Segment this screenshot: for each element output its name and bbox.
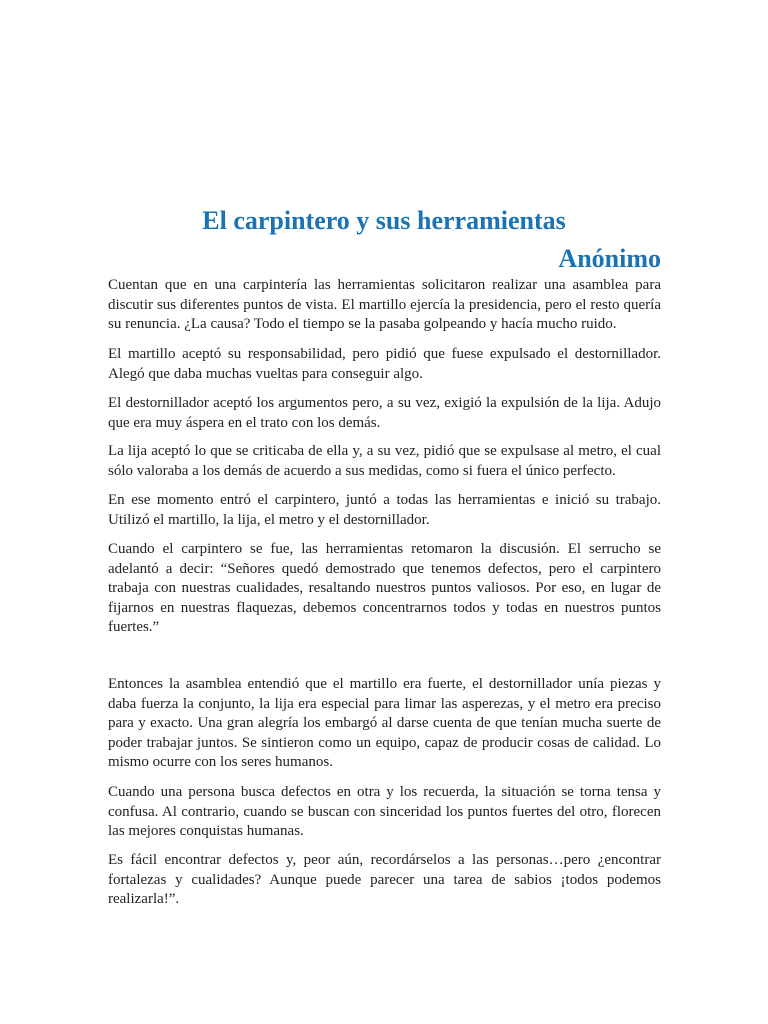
document-author: Anónimo [558, 244, 661, 273]
paragraph-4: La lija aceptó lo que se criticaba de ella y, a su vez, pidió que se expulsase al metro, el cual sólo valoraba a los demás de acuerdo a sus medidas, como si fuera el único perfecto. [108, 443, 661, 479]
paragraph-8: Cuando una persona busca defectos en otra y los recuerda, la situación se torna tensa y confusa. Al contrario, cuando se buscan con sinceridad los puntos fuertes del otro, florecen las mejores conquistas humanas. [108, 784, 661, 839]
paragraph-3: El destornillador aceptó los argumentos pero, a su vez, exigió la expulsión de la lija. Adujo que era muy áspera en el trato con los demás. [108, 395, 661, 431]
paragraph-2: El martillo aceptó su responsabilidad, pero pidió que fuese expulsado el destornillador. Alegó que daba muchas vueltas para conseguir algo. [108, 346, 661, 382]
document-title: El carpintero y sus herramientas [202, 206, 566, 235]
paragraph-5: En ese momento entró el carpintero, juntó a todas las herramientas e inició su trabajo. Utilizó el martillo, la lija, el metro y el destornillador. [108, 492, 661, 528]
paragraph-6: Cuando el carpintero se fue, las herramientas retomaron la discusión. El serrucho se adelantó a decir: “Señores quedó demostrado que tenemos defectos, pero el carpintero trabaja con nuestras cualidades, resaltando nuestros puntos valiosos. Por eso, en lugar de fijarnos en nuestras flaquezas, debemos concentrarnos todos y todas en nuestros puntos fuertes.” [108, 541, 661, 635]
paragraph-1: Cuentan que en una carpintería las herramientas solicitaron realizar una asamblea para discutir sus diferentes puntos de vista. El martillo ejercía la presidencia, pero el resto quería su renuncia. ¿La causa? Todo el tiempo se la pasaba golpeando y hacía mucho ruido. [108, 277, 661, 332]
paragraph-7: Entonces la asamblea entendió que el martillo era fuerte, el destornillador unía piezas y daba fuerza la conjunto, la lija era especial para limar las asperezas, y el metro era preciso para y exacto. Una gran alegría los embargó al darse cuenta de que tenían mucha suerte de poder trabajar juntos. Se sintieron como un equipo, capaz de producir cosas de calidad. Lo mismo ocurre con los seres humanos. [108, 676, 661, 770]
paragraph-9: Es fácil encontrar defectos y, peor aún, recordárselos a las personas…pero ¿encontrar fortalezas y cualidades? Aunque puede parecer una tarea de sabios ¡todos podemos realizarla!”. [108, 852, 661, 907]
